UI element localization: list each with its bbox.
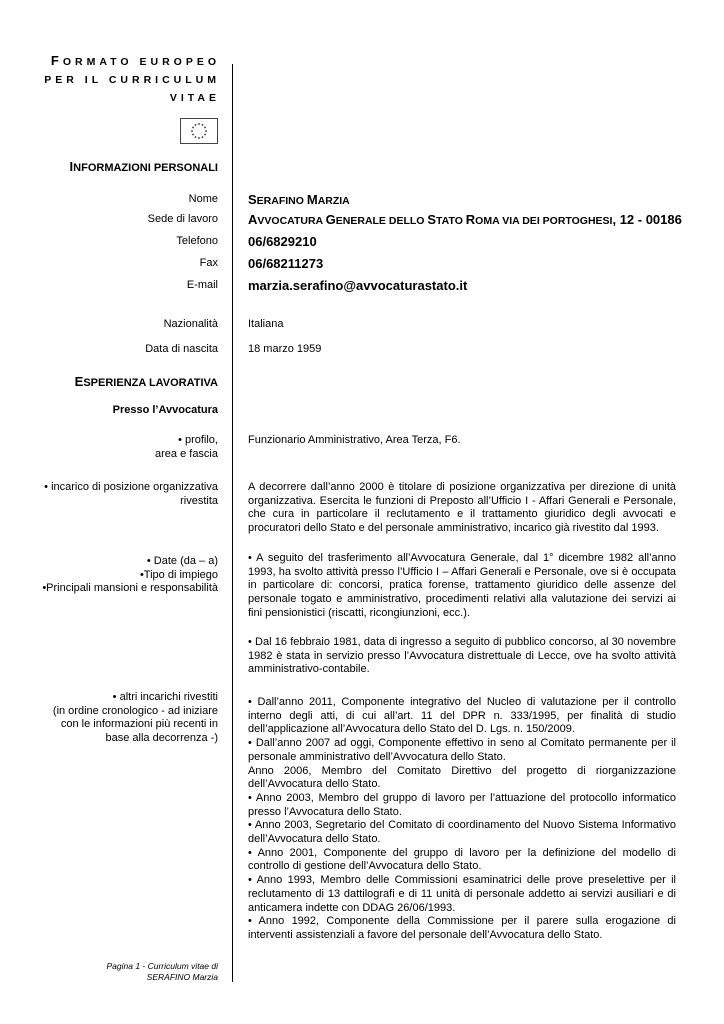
title-line-2: PER IL CURRICULUM [44, 74, 220, 86]
title-line-3: VITAE [169, 92, 220, 104]
birth-date-value: 18 marzo 1959 [248, 343, 322, 355]
list-item: • Anno 1992, Componente della Commissione per il parere sulla erogazione di interventi assistenziali a favore del personale dell’Avvocatura dello Stato. [248, 915, 676, 941]
dates-value-1: • A seguito del trasferimento all’Avvocatura Generale, dal 1° dicembre 1982 all’anno 1993, ha svolto attività presso l’Ufficio I – Affari Generali e Personale, ove si è occupata in particolare di: concorsi, pratica forense, trattamento giuridico delle assenze del personale togato e amministrativo, procedimenti relativi alla valutazione dei servizi ai fini pensionistici (riscatti, ricongiunzioni, ecc.). [248, 552, 676, 619]
email-value[interactable]: marzia.serafino@avvocaturastato.it [248, 278, 468, 293]
employer-subheading: Presso l’Avvocatura [112, 404, 218, 416]
name-value: SERAFINO MARZIA [248, 192, 350, 207]
list-item: • Anno 2001, Componente del gruppo di lavoro per la definizione del modello di controllo di gestione dell’Avvocatura dello Stato. [248, 846, 676, 873]
dates-label: • Date (da – a) •Tipo di impiego •Principali mansioni e responsabilità [42, 555, 218, 594]
other-roles-list [248, 696, 676, 943]
title-line-1: FORMATO EUROPEO [50, 53, 220, 68]
personal-info-heading: INFORMAZIONI PERSONALI [69, 159, 218, 174]
list-item: • Dall’anno 2007 ad oggi, Componente effettivo in seno al Comitato permanente per il personale amministrativo dell’Avvocatura dello Stato. [248, 737, 676, 763]
list-item: • Anno 1993, Membro delle Commissioni esaminatrici delle prove preselettive per il reclutamento di 13 dattilografi e di 11 unità di personale addetto ai servizi ausiliari e di anticamera indette con DDAG 26/06/1993. [248, 874, 676, 914]
list-item: Anno 2006, Membro del Comitato Direttivo del progetto di riorganizzazione dell’Avvocatura dello Stato. [248, 764, 676, 791]
fax-value: 06/68211273 [248, 256, 324, 271]
document-title [40, 52, 220, 107]
dates-value-2: • Dal 16 febbraio 1981, data di ingresso a seguito di pubblico concorso, al 30 novembre 1982 è stata in servizio presso l’Avvocatura distrettuale di Lecce, ove ha svolto attività amministrativo-contabile. [248, 636, 676, 676]
vertical-divider [232, 64, 233, 982]
nationality-label: Nazionalità [163, 318, 218, 330]
phone-value: 06/6829210 [248, 234, 317, 249]
phone-label: Telefono [176, 235, 218, 247]
email-label: E-mail [186, 279, 218, 291]
work-location-label: Sede di lavoro [147, 213, 218, 225]
list-item: • Anno 2003, Membro del gruppo di lavoro per l’attuazione del protocollo informatico presso l’Avvocatura dello Stato. [248, 791, 676, 818]
other-roles-label: • altri incarichi rivestiti (in ordine cronologico - ad iniziare con le informazioni più recenti in base alla decorrenza -) [52, 691, 218, 744]
name-label: Nome [188, 193, 218, 205]
birth-date-label: Data di nascita [145, 343, 218, 355]
list-item: • Anno 2003, Segretario del Comitato di coordinamento del Nuovo Sistema Informativo dell’Avvocatura dello Stato. [248, 819, 676, 846]
position-value: A decorrere dall’anno 2000 è titolare di posizione organizzativa per direzione di unità organizzativa. Esercita le funzioni di Preposto all’Ufficio I - Affari Generali e Personale, che cura in particolare il reclutamento e il trattamento giuridico degli avvocati e procuratori dello Stato e del personale amministrativo, incarico già rivestito dal 1993. [248, 481, 676, 535]
profile-label: • profilo, area e fascia [155, 434, 218, 460]
nationality-value: Italiana [248, 318, 284, 330]
profile-value: Funzionario Amministrativo, Area Terza, F6. [248, 434, 461, 446]
work-location-value: AVVOCATURA GENERALE DELLO STATO ROMA VIA DEI PORTOGHESI, 12 - 00186 [248, 212, 682, 227]
page-footer: Pagina 1 - Curriculum vitae di SERAFINO Marzia [106, 961, 218, 982]
position-label: • incarico di posizione organizzativa rivestita [44, 481, 218, 507]
work-experience-heading: ESPERIENZA LAVORATIVA [74, 374, 218, 389]
list-item: • Dall’anno 2011, Componente integrativo del Nucleo di valutazione per il controllo interno degli atti, di cui all’art. 11 del DPR n. 333/1995, per finalità di studio dell’applicazione all’Avvocatura dello Stato del D. Lgs. n. 150/2009. [248, 696, 676, 736]
fax-label: Fax [199, 257, 218, 269]
eu-flag-icon [180, 118, 218, 144]
